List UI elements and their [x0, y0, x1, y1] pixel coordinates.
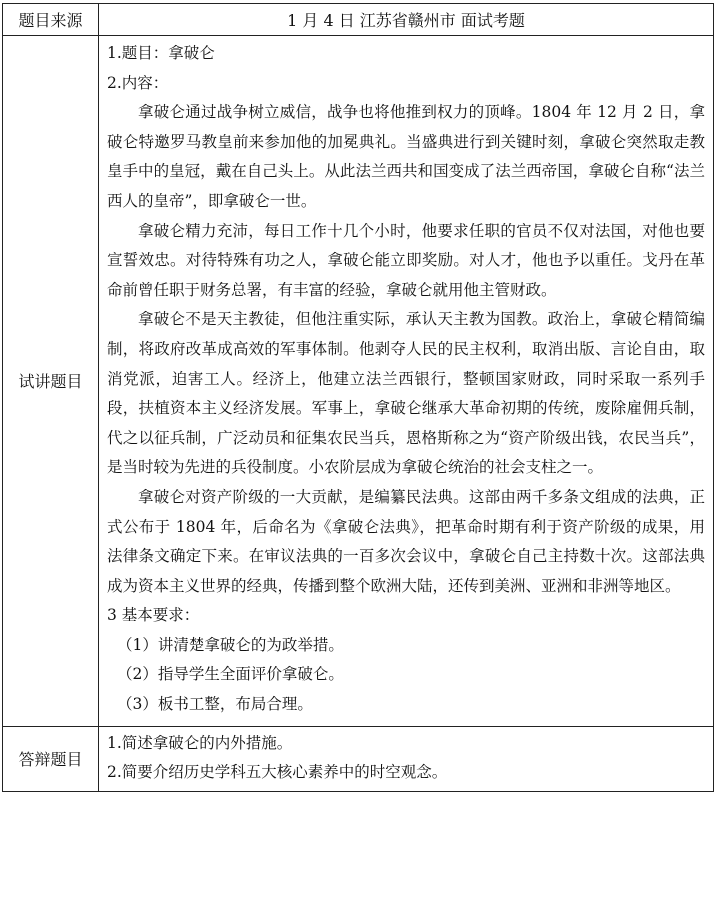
content-paragraph: 拿破仑精力充沛，每日工作十几个小时，他要求任职的官员不仅对法国，对他也要宣誓效忠。对待特殊有功之人，拿破仑能立即奖励。对人才，他也予以重任。戈丹在革命前曾任职于财务总署，有丰富的经验，拿破仑就用他主管财政。: [107, 221, 705, 299]
defense-question: 2.简要介绍历史学科五大核心素养中的时空观念。: [107, 762, 448, 781]
exam-question-table: [2, 3, 714, 792]
content-paragraph: 拿破仑不是天主教徒，但他注重实际，承认天主教为国教。政治上，拿破仑精简编制，将政府改革成高效的军事体制。他剥夺人民的民主权利，取消出版、言论自由，取消党派，迫害工人。经济上，他建立法兰西银行，整顿国家财政，同时采取一系列手段，扶植资本主义经济发展。军事上，拿破仑继承大革命初期的传统，废除雇佣兵制，代之以征兵制，广泛动员和征集农民当兵，恩格斯称之为“资产阶级出钱，农民当兵”，是当时较为先进的兵役制度。小农阶层成为拿破仑统治的社会支柱之一。: [107, 310, 705, 477]
requirements-heading: 3 基本要求：: [107, 606, 200, 625]
requirement-item: （1）讲清楚拿破仑的为政举措。: [117, 635, 344, 654]
requirement-item: （2）指导学生全面评价拿破仑。: [117, 665, 344, 684]
source-value: 1 月 4 日 江苏省赣州市 面试考题: [99, 4, 714, 36]
lecture-cell: [99, 36, 714, 727]
topic-line: 1.题目：拿破仑: [107, 44, 215, 62]
source-row: [3, 4, 714, 36]
defense-label: 答辩题目: [3, 726, 99, 791]
source-label: 题目来源: [3, 4, 99, 36]
content-heading: 2.内容：: [107, 73, 169, 92]
requirement-item: （3）板书工整，布局合理。: [117, 695, 313, 714]
defense-cell: [99, 726, 714, 791]
defense-content: [99, 727, 713, 791]
defense-question: 1.简述拿破仑的内外措施。: [107, 733, 293, 752]
content-paragraph: 拿破仑对资产阶级的一大贡献，是编纂民法典。这部由两千多条文组成的法典，正式公布于 1804 年，后命名为《拿破仑法典》，把革命时期有利于资产阶级的成果，用法律条文确定下来。在审议法典的一百多次会议中，拿破仑自己主持数十次。这部法典成为资本主义世界的经典，传播到整个欧洲大陆，还传到美洲、亚洲和非洲等地区。: [107, 487, 705, 595]
content-paragraph: 拿破仑通过战争树立威信，战争也将他推到权力的顶峰。1804 年 12 月 2 日，拿破仑特邀罗马教皇前来参加他的加冕典礼。当盛典进行到关键时刻，拿破仑突然取走教皇手中的皇冠，戴在自己头上。从此法兰西共和国变成了法兰西帝国，拿破仑自称“法兰西人的皇帝”，即拿破仑一世。: [107, 103, 705, 210]
lecture-content: [99, 36, 713, 726]
lecture-label: 试讲题目: [3, 36, 99, 727]
defense-row: [3, 726, 714, 791]
lecture-row: [3, 36, 714, 727]
